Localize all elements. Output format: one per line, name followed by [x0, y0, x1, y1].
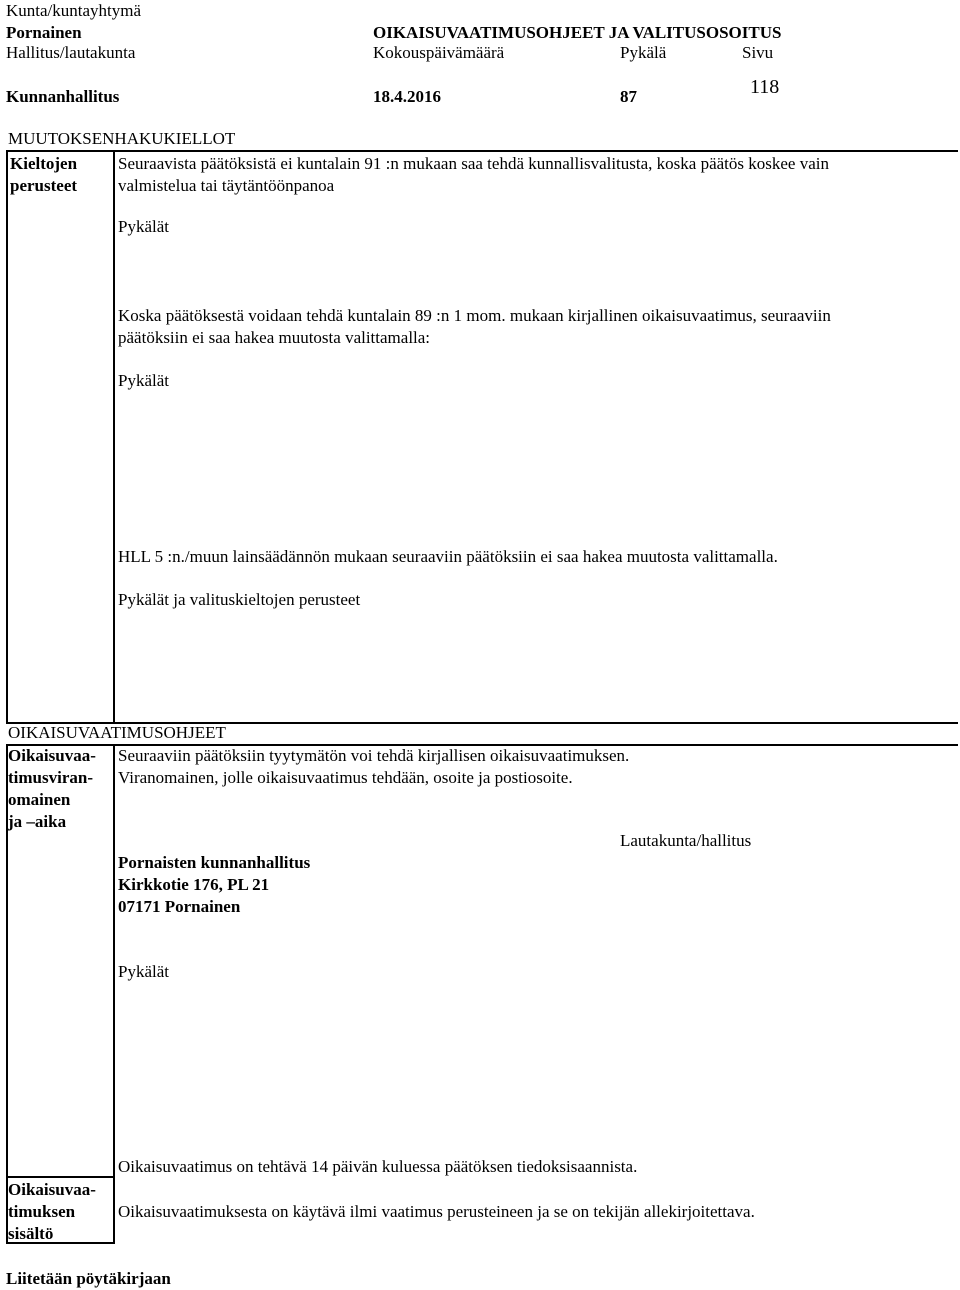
authority-address-street: Kirkkotie 176, PL 21: [118, 875, 270, 894]
section-label: Pykälä: [620, 43, 667, 62]
instructions-side-label-1: Oikaisuvaa-: [8, 746, 96, 765]
restrictions-heading: MUUTOKSENHAKUKIELLOT: [8, 129, 236, 148]
restrictions-left-rule: [6, 150, 8, 724]
section-number-value: 87: [620, 87, 637, 106]
page-label: Sivu: [742, 43, 774, 62]
date-label: Kokouspäivämäärä: [373, 43, 505, 62]
content-line2: Oikaisuvaatimuksesta on käytävä ilmi vaatimus perusteineen ja se on tekijän allekirjoitettava.: [118, 1202, 755, 1221]
instructions-side-label-3: omainen: [8, 790, 71, 809]
restrictions-para1-line1: Seuraavista päätöksistä ei kuntalain 91 :n mukaan saa tehdä kunnallisvalitusta, koska päätös koskee vain: [118, 154, 829, 173]
restrictions-side-label-2: perusteet: [10, 176, 78, 195]
restrictions-para2-line1: Koska päätöksestä voidaan tehdä kuntalain 89 :n 1 mom. mukaan kirjallinen oikaisuvaatimus, seuraaviin: [118, 306, 831, 325]
restrictions-top-rule: [6, 150, 958, 152]
document-title: OIKAISUVAATIMUSOHJEET JA VALITUSOSOITUS: [373, 23, 782, 42]
instructions-line2: Viranomainen, jolle oikaisuvaatimus tehdään, osoite ja postiosoite.: [118, 768, 573, 787]
instructions-side-label-2: timusviran-: [8, 768, 93, 787]
org-type-label: Kunta/kuntayhtymä: [6, 1, 142, 20]
restrictions-para1-line2: valmistelua tai täytäntöönpanoa: [118, 176, 335, 195]
page-number-value: 118: [750, 76, 780, 98]
instructions-heading: OIKAISUVAATIMUSOHJEET: [8, 723, 226, 742]
instructions-line1: Seuraaviin päätöksiin tyytymätön voi tehdä kirjallisen oikaisuvaatimuksen.: [118, 746, 630, 765]
content-side-label-1: Oikaisuvaa-: [8, 1180, 96, 1199]
restrictions-pykalat-1: Pykälät: [118, 217, 169, 236]
authority-address-name: Pornaisten kunnanhallitus: [118, 853, 311, 872]
org-name: Pornainen: [6, 23, 82, 42]
content-side-label-2: timuksen: [8, 1202, 76, 1221]
authority-address-postal: 07171 Pornainen: [118, 897, 241, 916]
instructions-row-rule: [6, 1176, 114, 1178]
board-label: Hallitus/lautakunta: [6, 43, 136, 62]
restrictions-para2-line2: päätöksiin ei saa hakea muutosta valittamalla:: [118, 328, 431, 347]
content-side-label-3: sisältö: [8, 1224, 54, 1243]
board-value: Kunnanhallitus: [6, 87, 120, 106]
instructions-pykalat: Pykälät: [118, 962, 169, 981]
attached-to-minutes-label: Liitetään pöytäkirjaan: [6, 1269, 171, 1288]
instructions-side-label-4: ja –aika: [8, 812, 67, 831]
restrictions-pykalat-3: Pykälät ja valituskieltojen perusteet: [118, 590, 361, 609]
restrictions-side-label-1: Kieltojen: [10, 154, 78, 173]
restrictions-pykalat-2: Pykälät: [118, 371, 169, 390]
restrictions-column-rule: [113, 150, 115, 724]
restrictions-para3-line1: HLL 5 :n./muun lainsäädännön mukaan seuraaviin päätöksiin ei saa hakea muutosta valittamalla.: [118, 547, 778, 566]
board-column-label: Lautakunta/hallitus: [620, 831, 752, 850]
content-line1: Oikaisuvaatimus on tehtävä 14 päivän kuluessa päätöksen tiedoksisaannista.: [118, 1157, 638, 1176]
instructions-column-rule: [113, 744, 115, 1244]
meeting-date-value: 18.4.2016: [373, 87, 441, 106]
